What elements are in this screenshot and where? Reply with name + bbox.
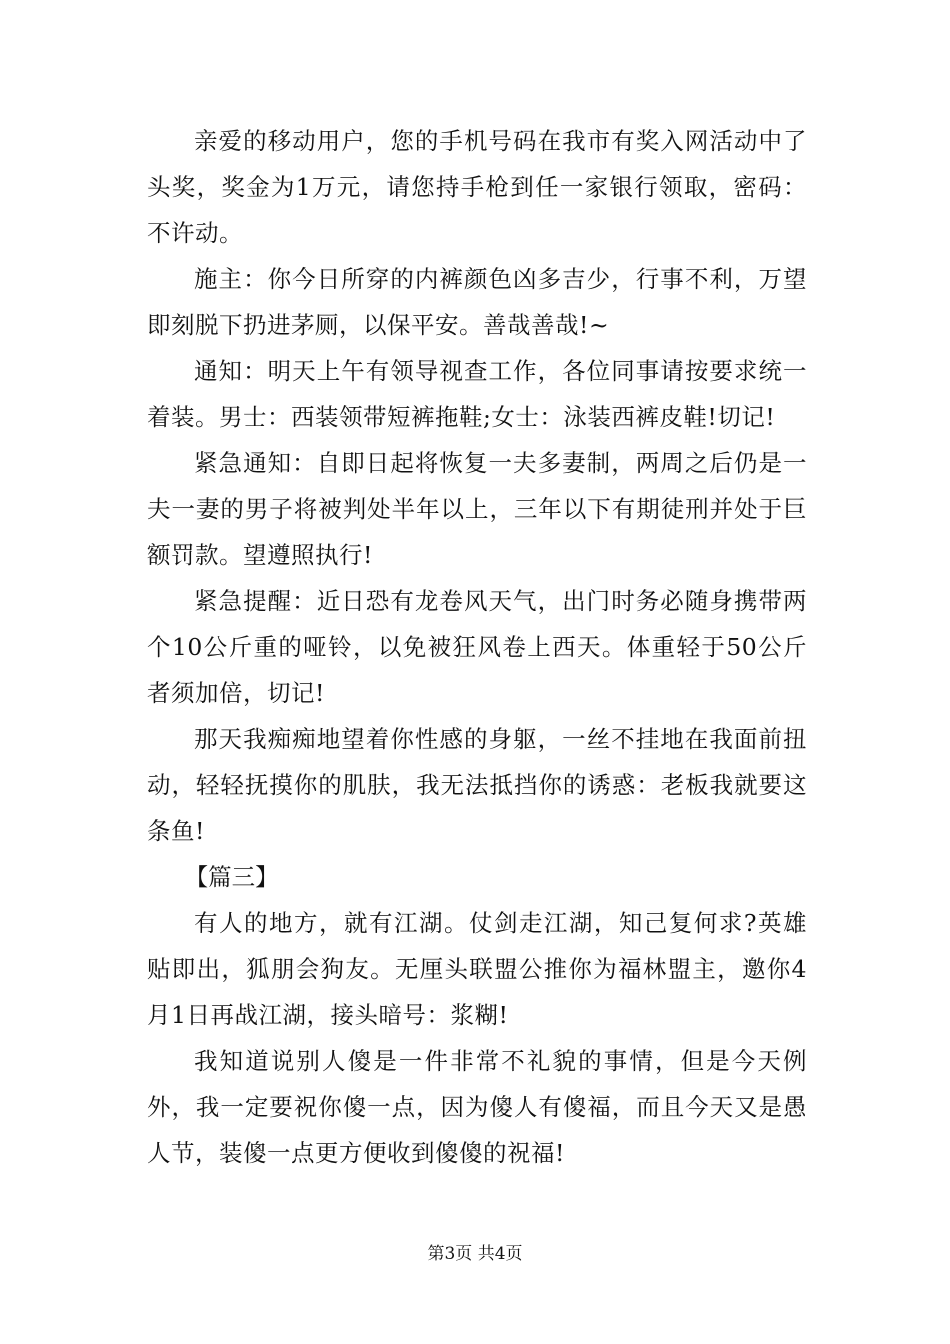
page-footer: 第3页 共4页 xyxy=(427,1244,523,1264)
paragraph-dress-code-notice: 通知：明天上午有领导视查工作，各位同事请按要求统一着装。男士：西装领带短裤拖鞋;女士：泳装西裤皮鞋!切记! xyxy=(147,357,807,431)
document-body xyxy=(147,118,807,1176)
paragraph-fools-day-wish: 我知道说别人傻是一件非常不礼貌的事情，但是今天例外，我一定要祝你傻一点，因为傻人有傻福，而且今天又是愚人节，装傻一点更方便收到傻傻的祝福! xyxy=(147,1047,807,1167)
paragraph-monk-blessing: 施主：你今日所穿的内裤颜色凶多吉少，行事不利，万望即刻脱下扔进茅厕，以保平安。善哉善哉!~ xyxy=(147,265,807,339)
paragraph-tornado-alert: 紧急提醒：近日恐有龙卷风天气，出门时务必随身携带两个10公斤重的哑铃，以免被狂风卷上西天。体重轻于50公斤者须加倍，切记! xyxy=(147,587,807,707)
paragraph-prize-sms: 亲爱的移动用户，您的手机号码在我市有奖入网活动中了头奖，奖金为1万元，请您持手枪到任一家银行领取，密码：不许动。 xyxy=(147,127,807,247)
paragraph-urgent-notice: 紧急通知：自即日起将恢复一夫多妻制，两周之后仍是一夫一妻的男子将被判处半年以上，三年以下有期徒刑并处于巨额罚款。望遵照执行! xyxy=(147,449,807,569)
paragraph-jianghu: 有人的地方，就有江湖。仗剑走江湖，知己复何求?英雄贴即出，狐朋会狗友。无厘头联盟公推你为福林盟主，邀你4月1日再战江湖，接头暗号：浆糊! xyxy=(147,909,807,1029)
section-heading: 【篇三】 xyxy=(184,863,279,891)
paragraph-fish-joke: 那天我痴痴地望着你性感的身躯，一丝不挂地在我面前扭动，轻轻抚摸你的肌肤，我无法抵挡你的诱惑：老板我就要这条鱼! xyxy=(147,725,807,845)
